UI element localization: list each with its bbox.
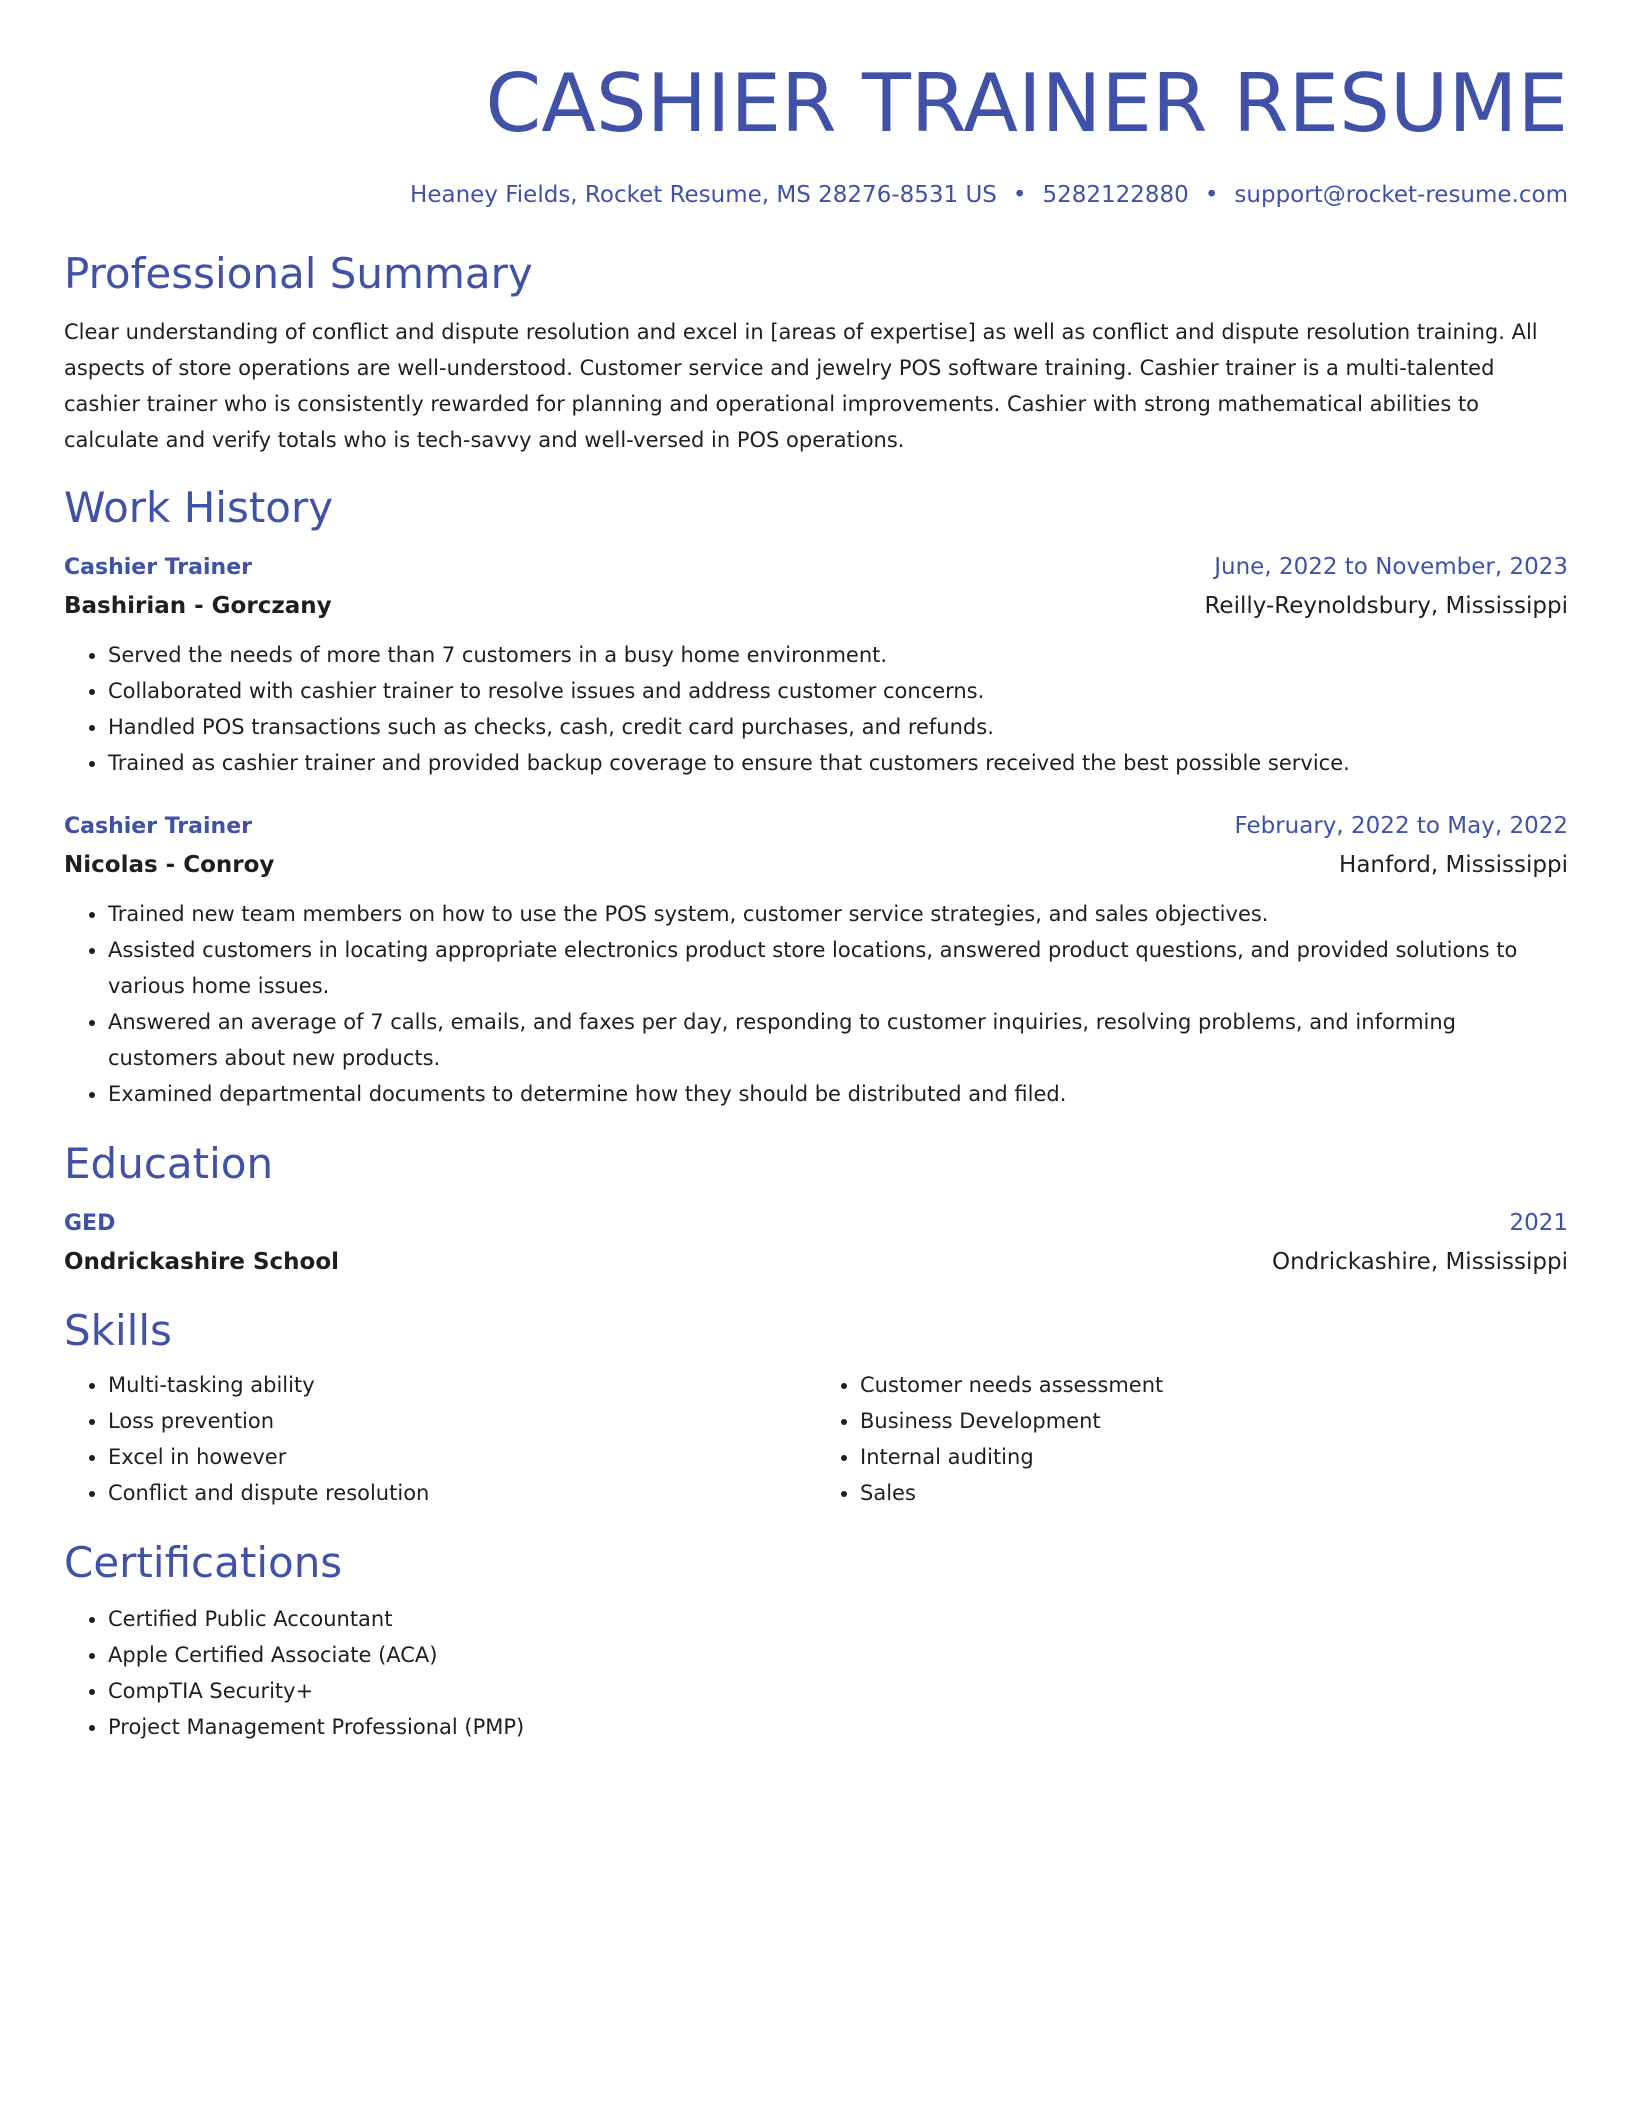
skill-item: • Loss prevention bbox=[108, 1403, 816, 1439]
certifications-list bbox=[64, 1601, 1568, 1745]
job-employer: Bashirian - Gorczany bbox=[64, 593, 332, 619]
contact-address: Heaney Fields, Rocket Resume, MS 28276-8531 US bbox=[410, 182, 997, 208]
certification-item: • CompTIA Security+ bbox=[108, 1673, 1568, 1709]
job-location: Reilly-Reynoldsbury, Mississippi bbox=[1204, 593, 1568, 619]
job-bullet: • Served the needs of more than 7 customers in a busy home environment. bbox=[108, 637, 1568, 673]
job-entry bbox=[64, 807, 1568, 1112]
job-dates: June, 2022 to November, 2023 bbox=[1214, 554, 1568, 580]
education-school: Ondrickashire School bbox=[64, 1249, 340, 1275]
job-bullet: • Trained as cashier trainer and provided backup coverage to ensure that customers received the best possible service. bbox=[108, 745, 1568, 781]
skill-item: • Conflict and dispute resolution bbox=[108, 1475, 816, 1511]
skills-list-right bbox=[816, 1367, 1568, 1511]
skills-grid bbox=[64, 1367, 1568, 1511]
job-dates: February, 2022 to May, 2022 bbox=[1234, 813, 1568, 839]
contact-email: support@rocket-resume.com bbox=[1234, 182, 1568, 208]
contact-separator: • bbox=[1012, 182, 1027, 208]
certification-item: • Certified Public Accountant bbox=[108, 1601, 1568, 1637]
job-title: Cashier Trainer bbox=[64, 814, 252, 839]
skill-item: • Sales bbox=[860, 1475, 1568, 1511]
contact-separator: • bbox=[1204, 182, 1219, 208]
job-bullet: • Collaborated with cashier trainer to resolve issues and address customer concerns. bbox=[108, 673, 1568, 709]
job-employer-row bbox=[64, 587, 1568, 625]
work-history-heading: Work History bbox=[64, 483, 334, 532]
job-title-row bbox=[64, 548, 1568, 587]
job-title: Cashier Trainer bbox=[64, 555, 252, 580]
skill-item: • Internal auditing bbox=[860, 1439, 1568, 1475]
education-degree-row bbox=[64, 1204, 1568, 1243]
contact-line bbox=[64, 178, 1568, 212]
education-degree: GED bbox=[64, 1211, 116, 1236]
education-location: Ondrickashire, Mississippi bbox=[1272, 1249, 1568, 1275]
job-bullet: • Handled POS transactions such as checks, cash, credit card purchases, and refunds. bbox=[108, 709, 1568, 745]
skill-item: • Customer needs assessment bbox=[860, 1367, 1568, 1403]
job-bullet: • Assisted customers in locating appropriate electronics product store locations, answered product questions, and provided solutions to various home issues. bbox=[108, 932, 1568, 1004]
certification-item: • Project Management Professional (PMP) bbox=[108, 1709, 1568, 1745]
job-bullets bbox=[64, 637, 1568, 781]
summary-text: Clear understanding of conflict and dispute resolution and excel in [areas of expertise] as well as conflict and dispute resolution training. All aspects of store operations are well-understood. Customer service and jewelry POS software training. Cashier trainer is a multi-talented cashier trainer who is consistently rewarded for planning and operational improvements. Cashier with strong mathematical abilities to calculate and verify totals who is tech-savvy and well-versed in POS operations. bbox=[64, 320, 1538, 452]
job-bullets bbox=[64, 896, 1568, 1112]
education-entry bbox=[64, 1204, 1568, 1281]
certification-item: • Apple Certified Associate (ACA) bbox=[108, 1637, 1568, 1673]
contact-phone: 5282122880 bbox=[1042, 182, 1189, 208]
job-bullet: • Answered an average of 7 calls, emails, and faxes per day, responding to customer inquiries, resolving problems, and informing customers about new products. bbox=[108, 1004, 1568, 1076]
certifications-heading: Certifications bbox=[64, 1538, 343, 1587]
skills-list-left bbox=[64, 1367, 816, 1511]
job-employer: Nicolas - Conroy bbox=[64, 852, 275, 878]
education-heading: Education bbox=[64, 1139, 274, 1188]
skills-heading: Skills bbox=[64, 1306, 172, 1355]
job-bullet: • Trained new team members on how to use the POS system, customer service strategies, and sales objectives. bbox=[108, 896, 1568, 932]
job-location: Hanford, Mississippi bbox=[1339, 852, 1568, 878]
resume-page bbox=[64, 0, 1568, 1745]
skill-item: • Excel in however bbox=[108, 1439, 816, 1475]
summary-heading: Professional Summary bbox=[64, 249, 533, 298]
skill-item: • Business Development bbox=[860, 1403, 1568, 1439]
job-entry bbox=[64, 548, 1568, 781]
skill-item: • Multi-tasking ability bbox=[108, 1367, 816, 1403]
education-year: 2021 bbox=[1509, 1210, 1568, 1236]
resume-title: CASHIER TRAINER RESUME bbox=[485, 57, 1568, 150]
education-school-row bbox=[64, 1243, 1568, 1281]
job-title-row bbox=[64, 807, 1568, 846]
job-bullet: • Examined departmental documents to determine how they should be distributed and filed. bbox=[108, 1076, 1568, 1112]
job-employer-row bbox=[64, 846, 1568, 884]
